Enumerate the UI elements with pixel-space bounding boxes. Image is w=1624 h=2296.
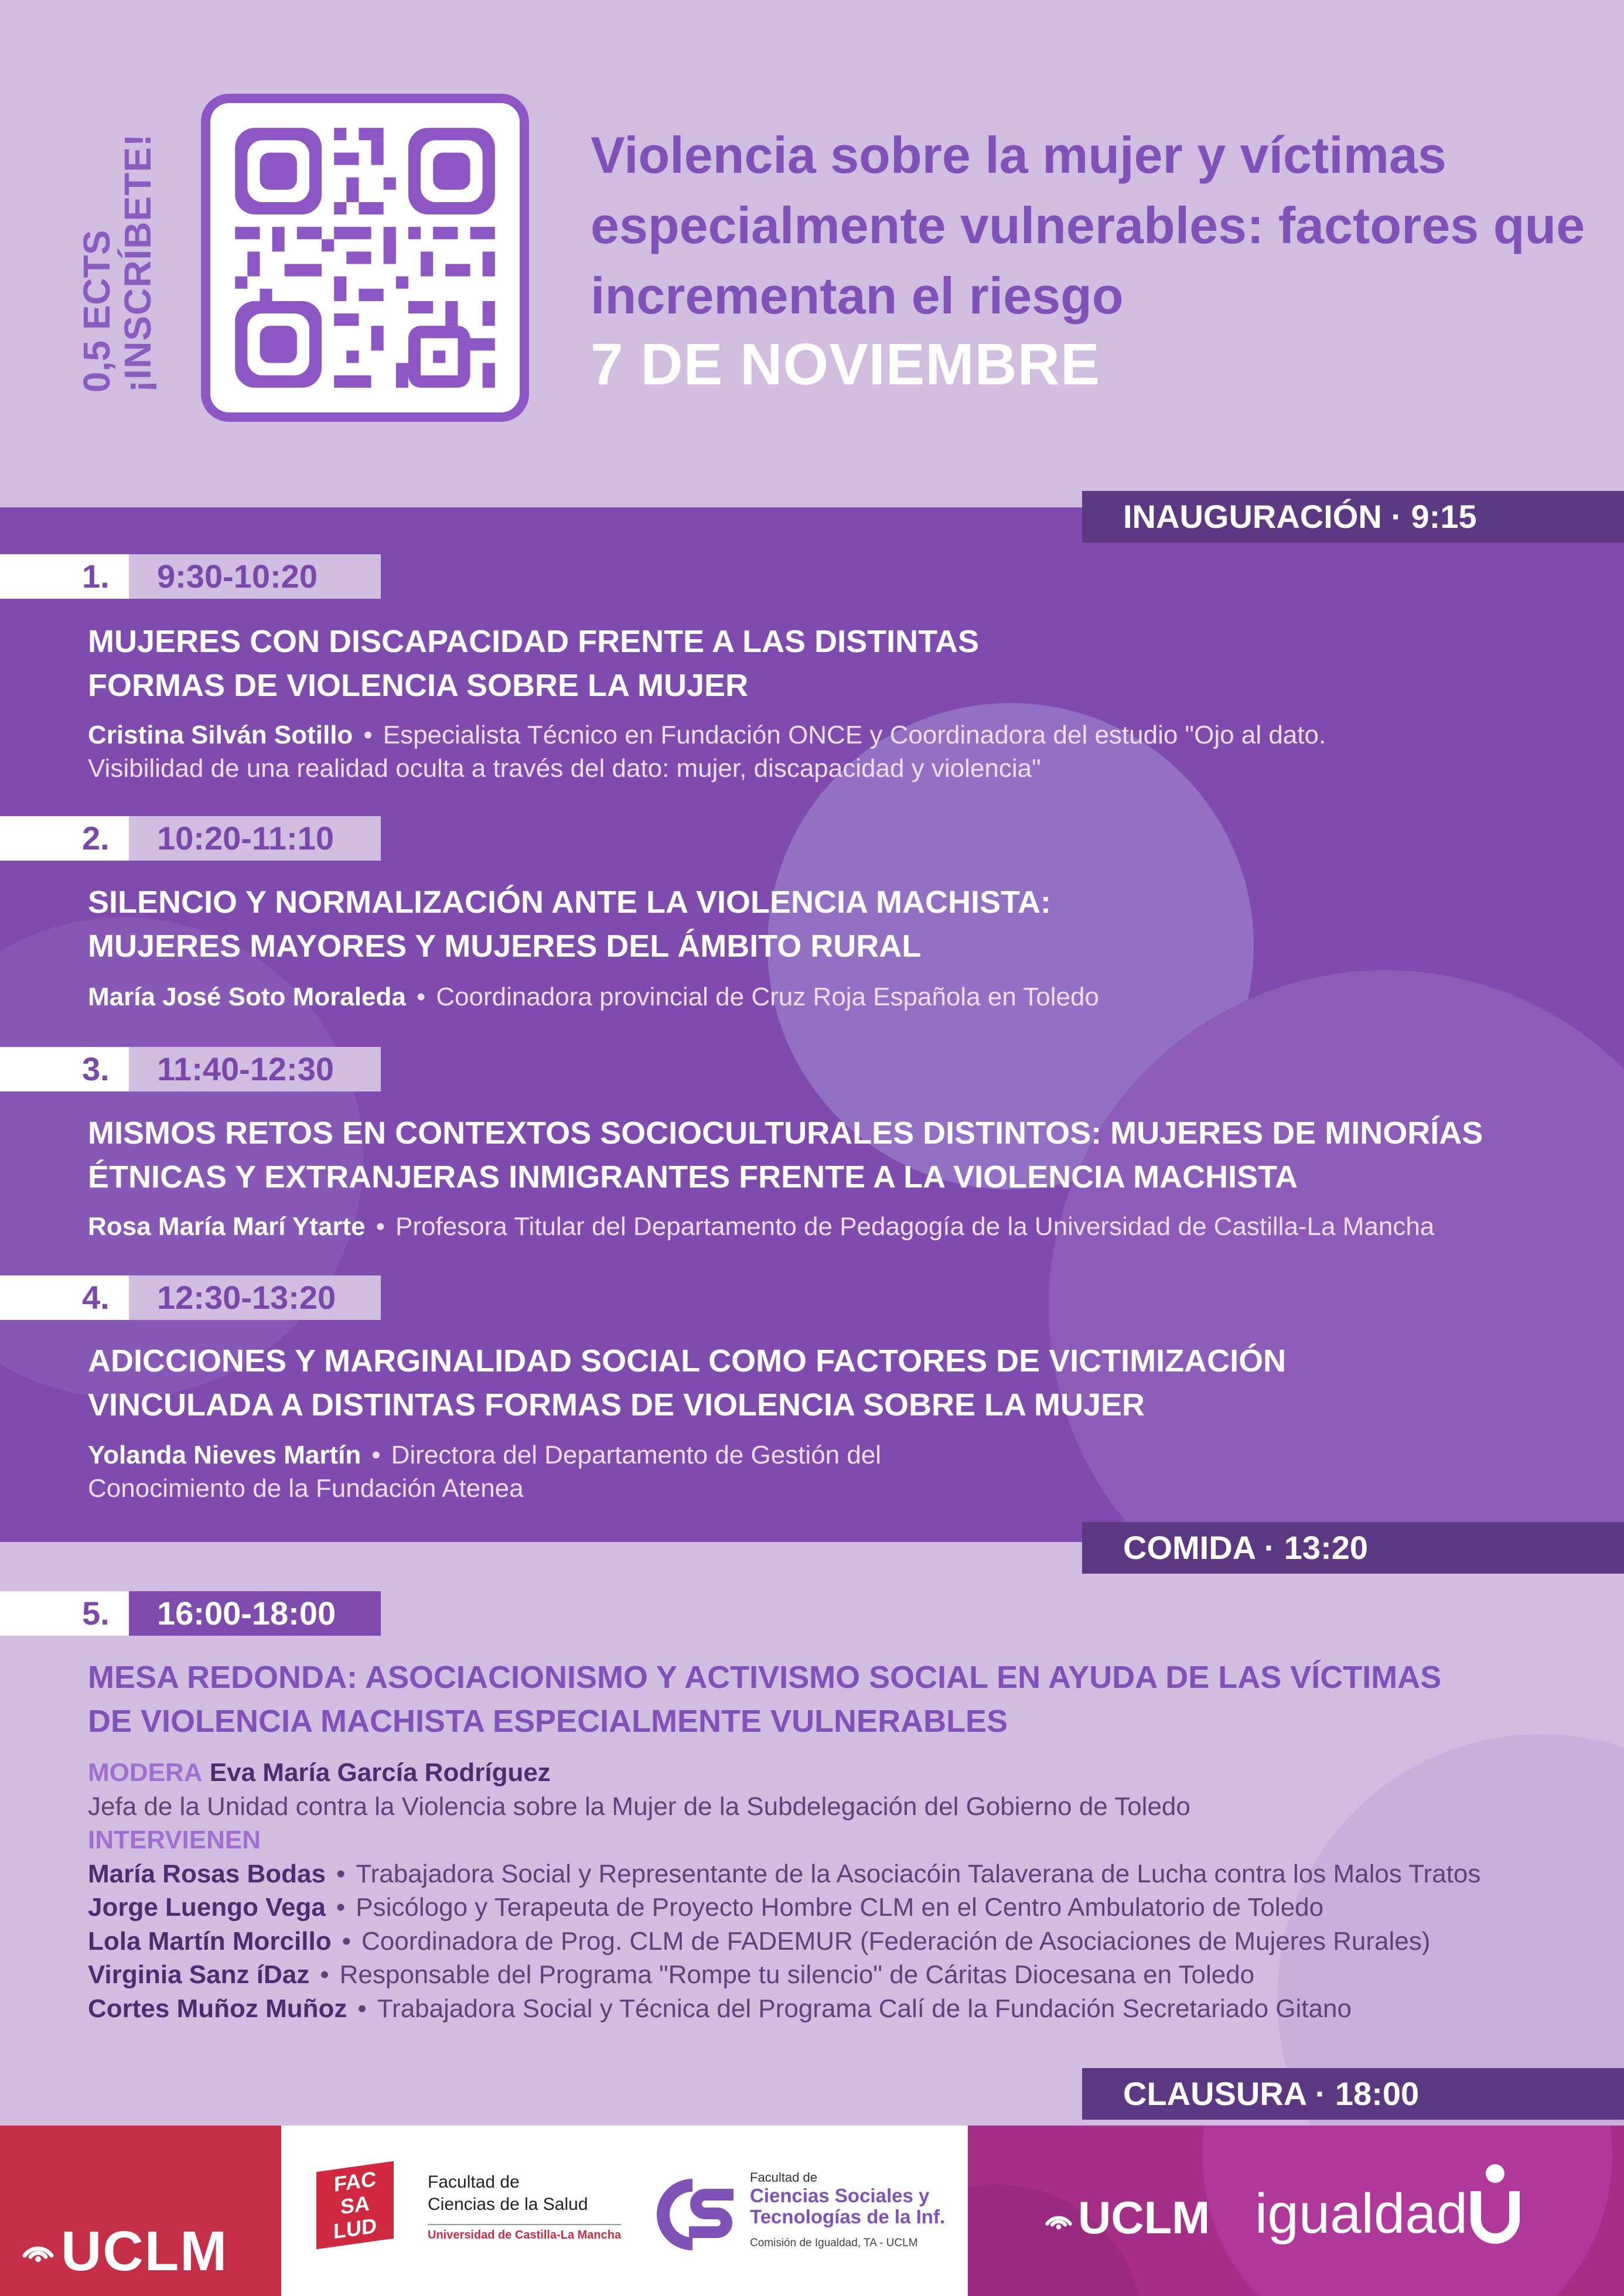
speaker-role: Directora del Departamento de Gestión del Conocimiento de la Fundación Atenea (88, 1441, 882, 1503)
registration-qr-code[interactable] (201, 94, 529, 422)
session-2-speaker: María José Soto Moraleda • Coordinadora provincial de Cruz Roja Española en Toledo (88, 982, 1099, 1011)
igualdad-logo-block[interactable] (968, 2126, 1624, 2296)
speaker-name: Yolanda Nieves Martín (88, 1441, 361, 1469)
session-3-title: MISMOS RETOS EN CONTEXTOS SOCIOCULTURALES DISTINTOS: MUJERES DE MINORÍAS ÉTNICAS Y EXTRANJERAS INMIGRANTES FRENTE A LA VIOLENCIA MACHISTA (88, 1115, 1483, 1195)
wifi-arc-icon (18, 2226, 59, 2267)
session-4-speaker: Yolanda Nieves Martín • Directora del Departamento de Gestión del Conocimiento de la Fundación Atenea (88, 1441, 882, 1503)
speaker-name: Rosa María Marí Ytarte (88, 1212, 366, 1241)
participant-row: Virginia Sanz íDaz • Responsable del Programa "Rompe tu silencio" de Cáritas Diocesana en Toledo (88, 1960, 1255, 1989)
cs-committee: Comisión de Igualdad, TA - UCLM (750, 2237, 918, 2249)
participants-label: INTERVIENEN (88, 1826, 261, 1854)
session-3-header (0, 1047, 381, 1091)
session-3-speaker: Rosa María Marí Ytarte • Profesora Titular del Departamento de Pedagogía de la Universidad de Castilla-La Mancha (88, 1212, 1435, 1241)
speaker-role: Especialista Técnico en Fundación ONCE y Coordinadora del estudio "Ojo al dato. Visibilidad de una realidad oculta a través del dato: mujer, discapacidad y violencia" (88, 721, 1326, 783)
session-number: 5. (0, 1591, 129, 1636)
session-time: 9:30-10:20 (129, 554, 381, 599)
session-time: 11:40-12:30 (129, 1047, 381, 1091)
event-title: Violencia sobre la mujer y víctimas especialmente vulnerables: factores que incrementan el riesgo (591, 126, 1585, 325)
participant-row: Jorge Luengo Vega • Psicólogo y Terapeuta de Proyecto Hombre CLM en el Centro Ambulatorio de Toledo (88, 1893, 1324, 1922)
speaker-role: Coordinadora provincial de Cruz Roja Española en Toledo (436, 982, 1099, 1011)
round-table-details (88, 1756, 1611, 2025)
session-2-title: SILENCIO Y NORMALIZACIÓN ANTE LA VIOLENCIA MACHISTA: MUJERES MAYORES Y MUJERES DEL ÁMBITO RURAL (88, 885, 1051, 964)
session-time: 16:00-18:00 (129, 1591, 381, 1636)
session-time: 10:20-11:10 (129, 816, 381, 861)
closing-tag: CLAUSURA · 18:00 (1082, 2068, 1624, 2120)
participant-role: Psicólogo y Terapeuta de Proyecto Hombre CLM en el Centro Ambulatorio de Toledo (356, 1893, 1324, 1922)
participant-row: Lola Martín Morcillo • Coordinadora de Prog. CLM de FADEMUR (Federación de Asociaciones de Mujeres Rurales) (88, 1926, 1431, 1956)
event-date: 7 DE NOVIEMBRE (591, 332, 1100, 397)
participant-name: Virginia Sanz íDaz (88, 1960, 310, 1989)
session-number: 3. (0, 1047, 129, 1091)
participant-name: Lola Martín Morcillo (88, 1926, 332, 1956)
igualdad-wordmark: igualdad (1255, 2182, 1468, 2245)
participant-name: María Rosas Bodas (88, 1859, 326, 1888)
cs-faculty-name: Ciencias Sociales y Tecnologías de la Inf. (750, 2185, 946, 2227)
session-1-header (0, 554, 381, 599)
facsalud-logo[interactable] (316, 2161, 394, 2250)
igualdad-uclm-wordmark: UCLM (1078, 2192, 1210, 2243)
footer-logos (0, 2126, 1624, 2296)
wifi-arc-icon (1041, 2199, 1076, 2234)
participant-row: Cortes Muñoz Muñoz • Trabajadora Social y Técnica del Programa Calí de la Fundación Secretariado Gitano (88, 1994, 1352, 2023)
round-table-title: MESA REDONDA: ASOCIACIONISMO Y ACTIVISMO SOCIAL EN AYUDA DE LAS VÍCTIMAS DE VIOLENCIA MACHISTA ESPECIALMENTE VULNERABLES (88, 1660, 1442, 1739)
cs-faculty-label: Facultad de (750, 2170, 817, 2185)
divider (428, 2224, 621, 2225)
opening-tag: INAUGURACIÓN · 9:15 (1082, 491, 1624, 543)
participant-role: Trabajadora Social y Representante de la Asociacóin Talaverana de Lucha contra los Malos Tratos (356, 1859, 1481, 1888)
facsalud-logo-line: LUD (333, 2213, 377, 2244)
facsalud-university: Universidad de Castilla-La Mancha (428, 2229, 622, 2242)
u-person-icon (1469, 2161, 1521, 2249)
uclm-logo-block[interactable] (0, 2126, 281, 2296)
participant-role: Trabajadora Social y Técnica del Programa Calí de la Fundación Secretariado Gitano (377, 1994, 1352, 2023)
ects-value: 0,5 ECTS (76, 230, 118, 393)
moderator-role: Jefa de la Unidad contra la Violencia sobre la Mujer de la Subdelegación del Gobierno de Toledo (88, 1792, 1190, 1821)
participant-name: Jorge Luengo Vega (88, 1893, 326, 1922)
speaker-name: María José Soto Moraleda (88, 982, 406, 1011)
session-number: 2. (0, 816, 129, 861)
session-1-speaker: Cristina Silván Sotillo • Especialista Técnico en Fundación ONCE y Coordinadora del estudio "Ojo al dato. Visibilidad de una realidad oculta a través del dato: mujer, discapacidad y violencia" (88, 721, 1326, 783)
speaker-name: Cristina Silván Sotillo (88, 721, 353, 749)
facsalud-logo-line: SA (340, 2191, 370, 2219)
moderator-line (88, 1756, 1611, 1790)
participant-role: Responsable del Programa "Rompe tu silencio" de Cáritas Diocesana en Toledo (339, 1960, 1255, 1989)
session-time: 12:30-13:20 (129, 1275, 381, 1320)
session-5-header (0, 1591, 381, 1636)
cs-faculty-logo-icon[interactable] (651, 2174, 739, 2256)
facsalud-logo-line: FAC (334, 2166, 376, 2197)
register-call: ¡INSCRÍBETE! (117, 133, 159, 393)
lunch-tag: COMIDA · 13:20 (1082, 1522, 1624, 1574)
qr-code-icon (210, 103, 520, 412)
faculties-logo-block (281, 2126, 968, 2296)
session-4-header (0, 1275, 381, 1320)
uclm-wordmark: UCLM (61, 2220, 228, 2283)
session-4-title: ADICCIONES Y MARGINALIDAD SOCIAL COMO FACTORES DE VICTIMIZACIÓN VINCULADA A DISTINTAS FORMAS DE VIOLENCIA SOBRE LA MUJER (88, 1343, 1287, 1422)
moderator-name: Eva María García Rodríguez (209, 1758, 551, 1787)
session-2-header (0, 816, 381, 861)
session-number: 4. (0, 1275, 129, 1320)
facsalud-name: Facultad de Ciencias de la Salud (428, 2172, 588, 2214)
participant-row: María Rosas Bodas • Trabajadora Social y Representante de la Asociacóin Talaverana de Lucha contra los Malos Tratos (88, 1859, 1481, 1888)
participant-role: Coordinadora de Prog. CLM de FADEMUR (Federación de Asociaciones de Mujeres Rurales) (361, 1926, 1431, 1956)
ects-label (76, 123, 182, 393)
session-1-title: MUJERES CON DISCAPACIDAD FRENTE A LAS DISTINTAS FORMAS DE VIOLENCIA SOBRE LA MUJER (88, 624, 980, 703)
moderator-label: MODERA (88, 1758, 203, 1787)
participant-name: Cortes Muñoz Muñoz (88, 1994, 347, 2023)
speaker-role: Profesora Titular del Departamento de Pedagogía de la Universidad de Castilla-La Mancha (395, 1212, 1435, 1241)
session-number: 1. (0, 554, 129, 599)
